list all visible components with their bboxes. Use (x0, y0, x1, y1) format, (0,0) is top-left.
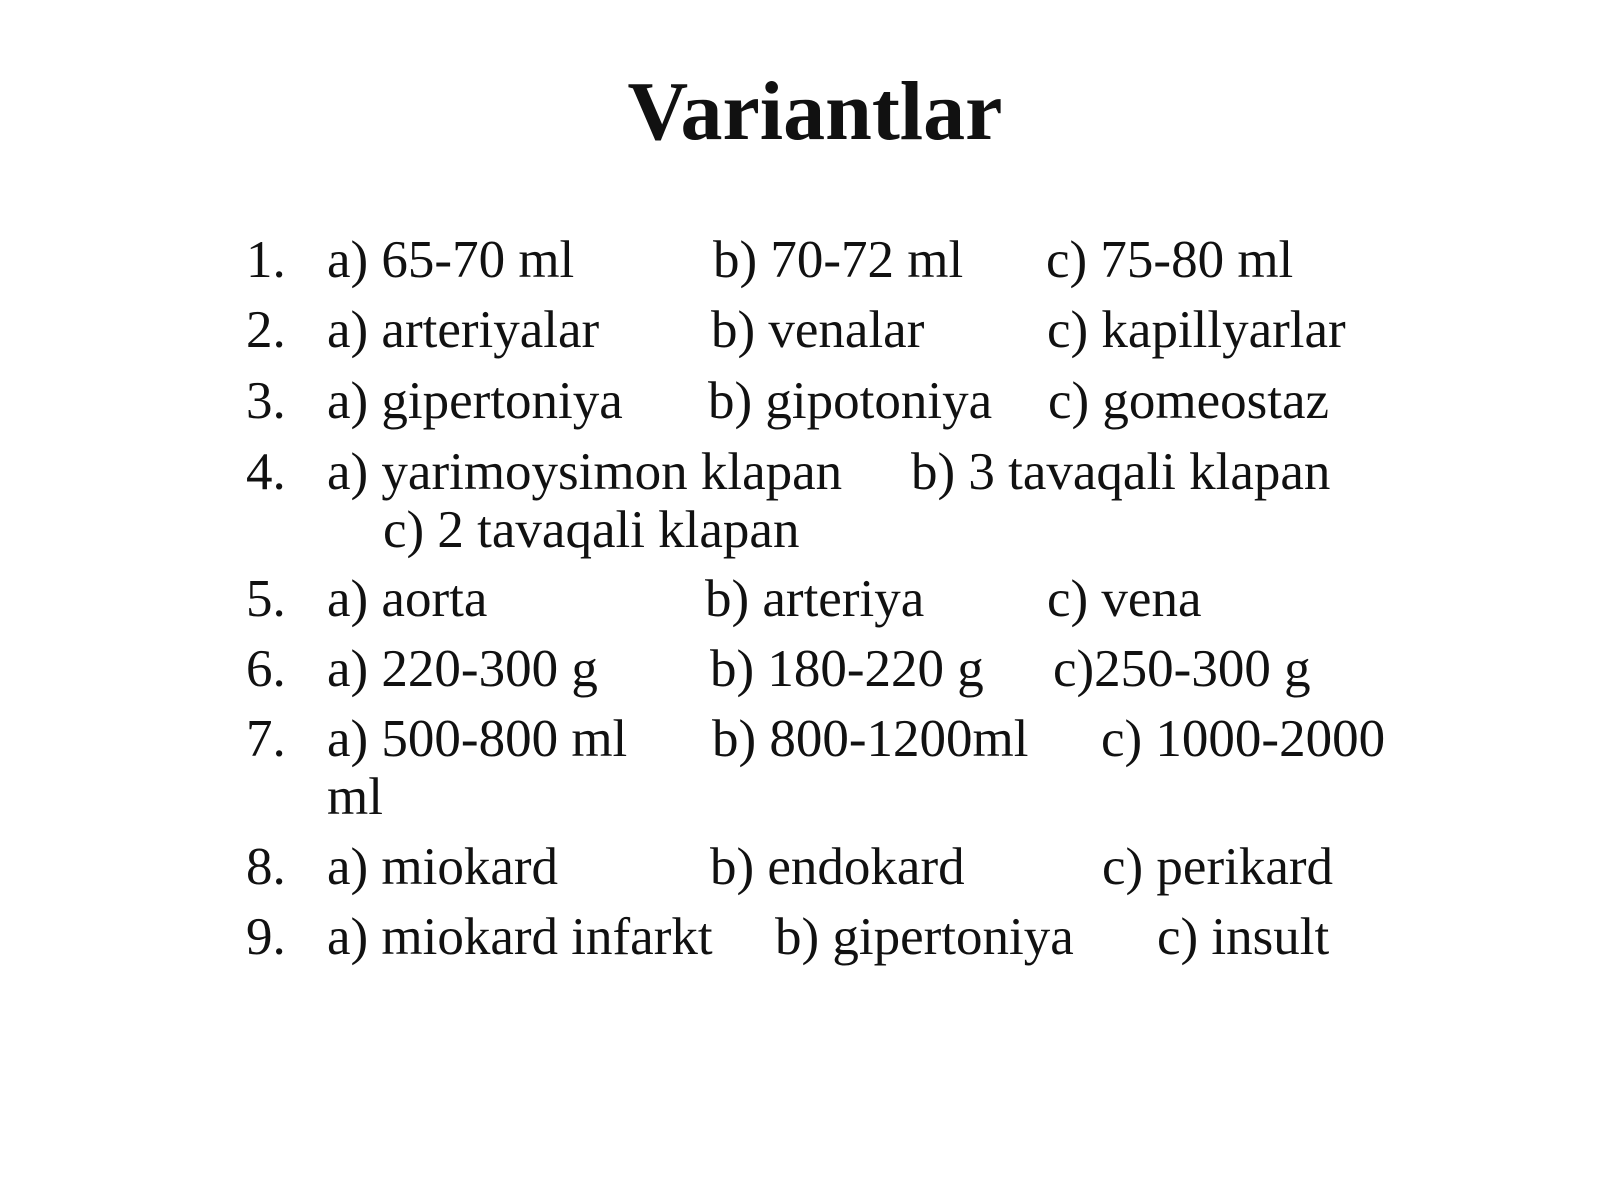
item-number: 4. (246, 443, 286, 501)
option-a: a) miokard (327, 838, 559, 896)
list-item (0, 835, 1600, 899)
list-item (0, 440, 1600, 504)
option-b: b) venalar (711, 301, 925, 359)
option-b: b) endokard (710, 838, 965, 896)
option-b: b) arteriya (705, 570, 925, 628)
option-c: c) insult (1157, 908, 1330, 966)
item-number: 5. (246, 570, 286, 628)
option-a: a) gipertoniya (327, 372, 623, 430)
list-item (0, 567, 1600, 631)
option-b: b) 800-1200ml (712, 710, 1029, 768)
list-item (0, 228, 1600, 292)
item-number: 7. (246, 710, 286, 768)
option-c-continuation: ml (327, 768, 383, 826)
option-c: c)250-300 g (1053, 640, 1311, 698)
option-a: a) arteriyalar (327, 301, 600, 359)
list-item (0, 707, 1600, 771)
option-b: b) 180-220 g (710, 640, 984, 698)
option-c: c) 2 tavaqali klapan (383, 501, 800, 559)
option-b: b) 3 tavaqali klapan (911, 443, 1331, 501)
item-number: 3. (246, 372, 286, 430)
list-item (0, 298, 1600, 362)
slide-title: Variantlar (627, 65, 1003, 158)
list-item (0, 369, 1600, 433)
option-a: a) aorta (327, 570, 488, 628)
item-number: 6. (246, 640, 286, 698)
list-item-continuation (0, 765, 1600, 829)
item-number: 8. (246, 838, 286, 896)
item-number: 1. (246, 231, 286, 289)
option-a: a) yarimoysimon klapan (327, 443, 843, 501)
list-item (0, 637, 1600, 701)
option-c: c) kapillyarlar (1047, 301, 1346, 359)
option-b: b) gipertoniya (775, 908, 1074, 966)
option-a: a) 500-800 ml (327, 710, 628, 768)
option-c: c) perikard (1102, 838, 1333, 896)
option-b: b) 70-72 ml (713, 231, 964, 289)
option-b: b) gipotoniya (708, 372, 993, 430)
option-c: c) gomeostaz (1048, 372, 1330, 430)
option-c: c) 1000-2000 (1101, 710, 1386, 768)
list-item-continuation (0, 498, 1600, 562)
option-c: c) 75-80 ml (1046, 231, 1294, 289)
list-item (0, 905, 1600, 969)
item-number: 2. (246, 301, 286, 359)
item-number: 9. (246, 908, 286, 966)
option-a: a) 65-70 ml (327, 231, 575, 289)
option-a: a) miokard infarkt (327, 908, 713, 966)
option-a: a) 220-300 g (327, 640, 598, 698)
option-c: c) vena (1047, 570, 1202, 628)
